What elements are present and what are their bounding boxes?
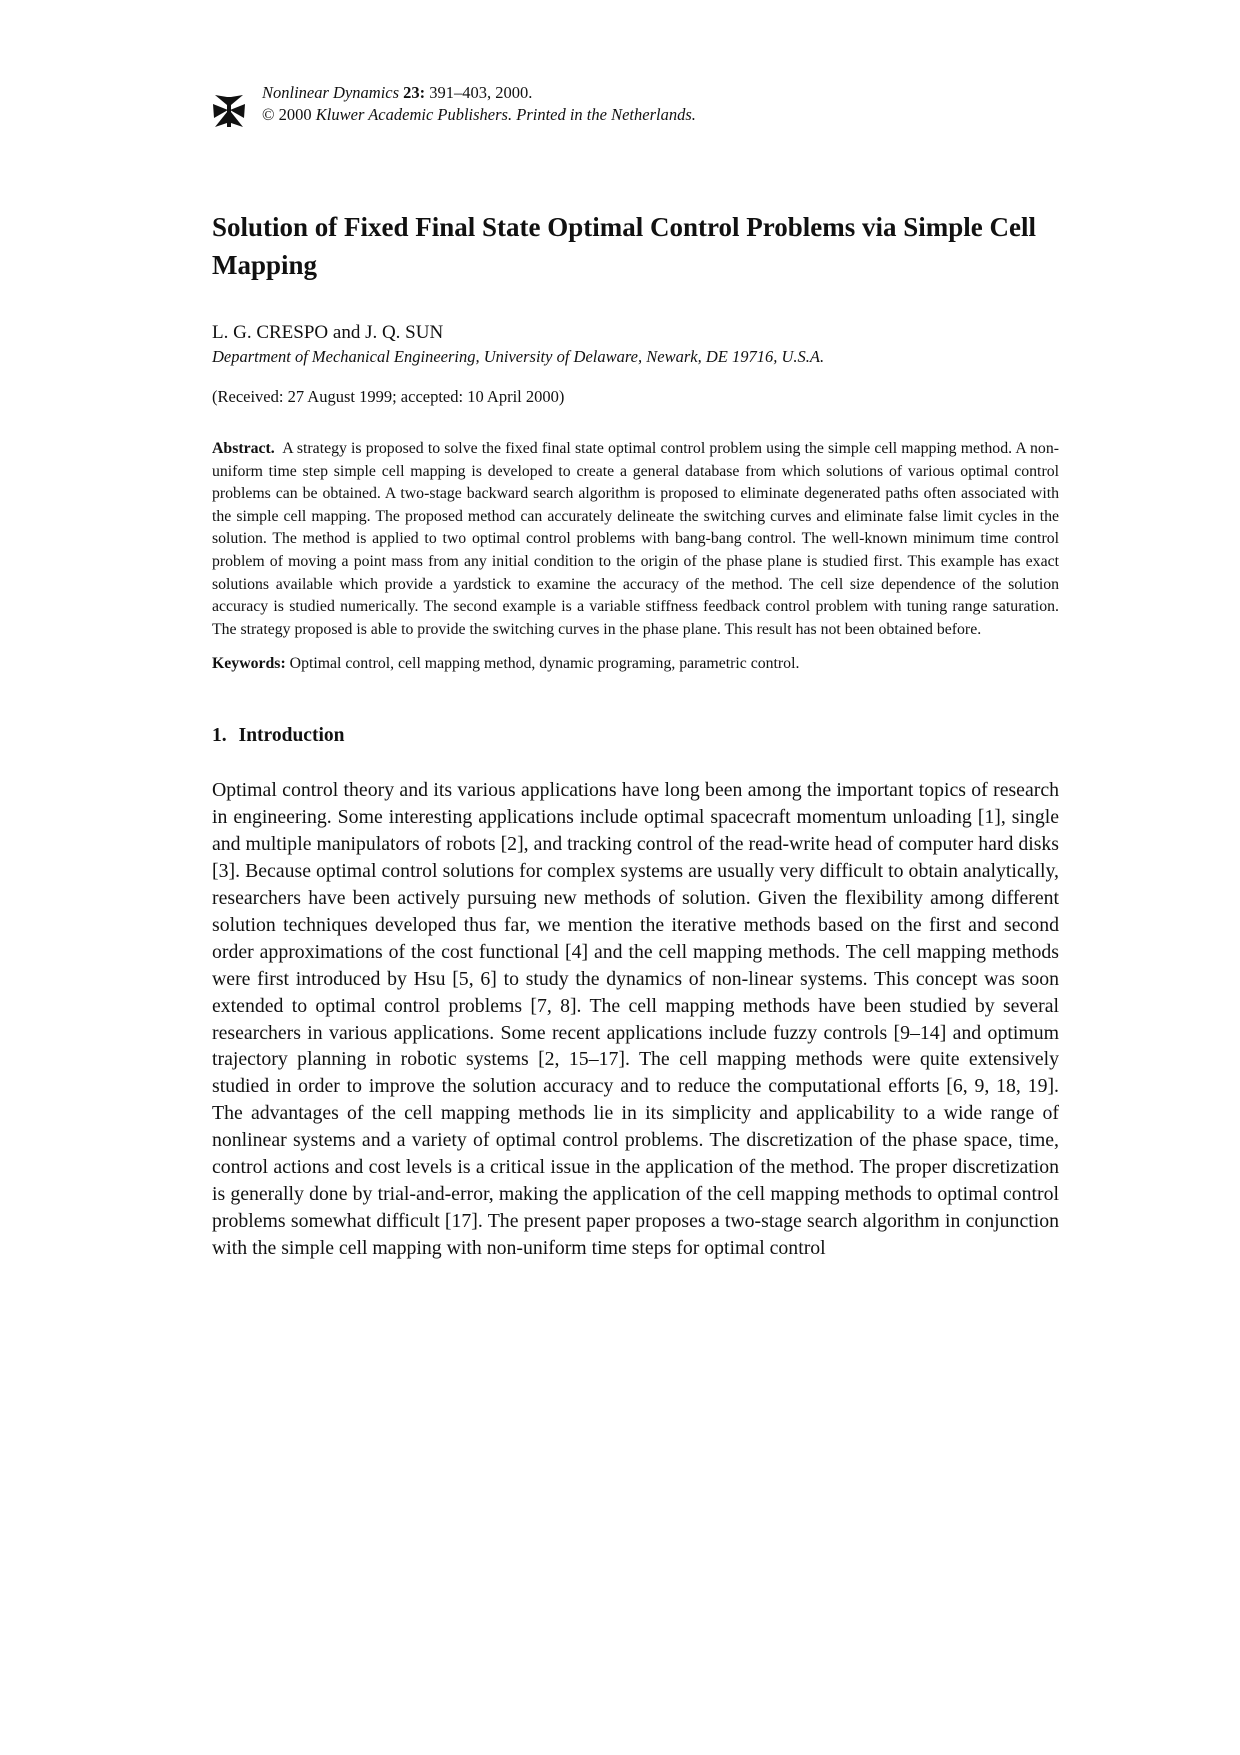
received-dates: (Received: 27 August 1999; accepted: 10 April 2000) [212, 387, 565, 406]
keywords-label: Keywords: [212, 655, 286, 673]
copyright-line [262, 104, 696, 126]
author-affiliation: Department of Mechanical Engineering, University of Delaware, Newark, DE 19716, U.S.A. [212, 347, 825, 366]
section-body: Optimal control theory and its various applications have long been among the important topics of research in engineering. Some interesting applications include optimal spacecraft momentum unloading [1], single and multiple manipulators of robots [2], and tracking control of the read-write head of computer hard disks [3]. Because optimal control solutions for complex systems are usually very difficult to obtain analytically, researchers have been actively pursuing new methods of solution. Given the flexibility among different solution techniques developed thus far, we mention the iterative methods based on the first and second order approximations of the cost functional [4] and the cell mapping methods. The cell mapping methods were first introduced by Hsu [5, 6] to study the dynamics of non-linear systems. This concept was soon extended to optimal control problems [7, 8]. The cell mapping methods have been studied by several researchers in various applications. Some recent applications include fuzzy controls [9–14] and optimum trajectory planning in robotic systems [2, 15–17]. The cell mapping methods were quite extensively studied in order to improve the solution accuracy and to reduce the computational efforts [6, 9, 18, 19]. The advantages of the cell mapping methods lie in its simplicity and applicability to a wide range of nonlinear systems and a variety of optimal control problems. The discretization of the phase space, time, control actions and cost levels is a critical issue in the application of the method. The proper discretization is generally done by trial-and-error, making the application of the cell mapping methods to optimal control problems somewhat difficult [17]. The present paper proposes a two-stage search algorithm in conjunction with the simple cell mapping with non-uniform time steps for optimal control [212, 779, 1059, 1259]
journal-volume: 23: [403, 83, 426, 102]
journal-pages-year: 391–403, 2000. [429, 83, 533, 102]
printed-location: Printed in the Netherlands. [516, 105, 696, 124]
journal-citation [262, 82, 696, 126]
abstract-label: Abstract. [212, 440, 275, 457]
copyright-year: © 2000 [262, 105, 312, 124]
paper-authors: L. G. CRESPO and J. Q. SUN [212, 322, 444, 343]
paper-title: Solution of Fixed Final State Optimal Control Problems via Simple Cell Mapping [212, 212, 1037, 280]
section-title: Introduction [238, 725, 345, 747]
journal-line [262, 82, 696, 104]
section-heading [212, 723, 1059, 749]
keywords-text: Optimal control, cell mapping method, dynamic programing, parametric control. [289, 655, 800, 673]
keywords [212, 653, 1059, 675]
journal-name: Nonlinear Dynamics [262, 83, 400, 102]
section-number: 1. [212, 725, 227, 747]
publisher-logo-icon [212, 90, 246, 132]
paper-page [212, 82, 1059, 1262]
journal-header [212, 82, 1059, 132]
abstract [212, 438, 1059, 641]
abstract-text: A strategy is proposed to solve the fixed final state optimal control problem using the simple cell mapping method. A non-uniform time step simple cell mapping is developed to create a general database from which solutions of various optimal control problems can be obtained. A two-stage backward search algorithm is proposed to eliminate degenerated paths often associated with the simple cell mapping. The proposed method can accurately delineate the switching curves and eliminate false limit cycles in the solution. The method is applied to two optimal control problems with bang-bang control. The well-known minimum time control problem of moving a point mass from any initial condition to the origin of the phase plane is studied first. This example has exact solutions available which provide a yardstick to examine the accuracy of the method. The cell size dependence of the solution accuracy is studied numerically. The second example is a variable stiffness feedback control problem with tuning range saturation. The strategy proposed is able to provide the switching curves in the phase plane. This result has not been obtained before. [212, 440, 1059, 638]
publisher-name: Kluwer Academic Publishers. [315, 105, 513, 124]
